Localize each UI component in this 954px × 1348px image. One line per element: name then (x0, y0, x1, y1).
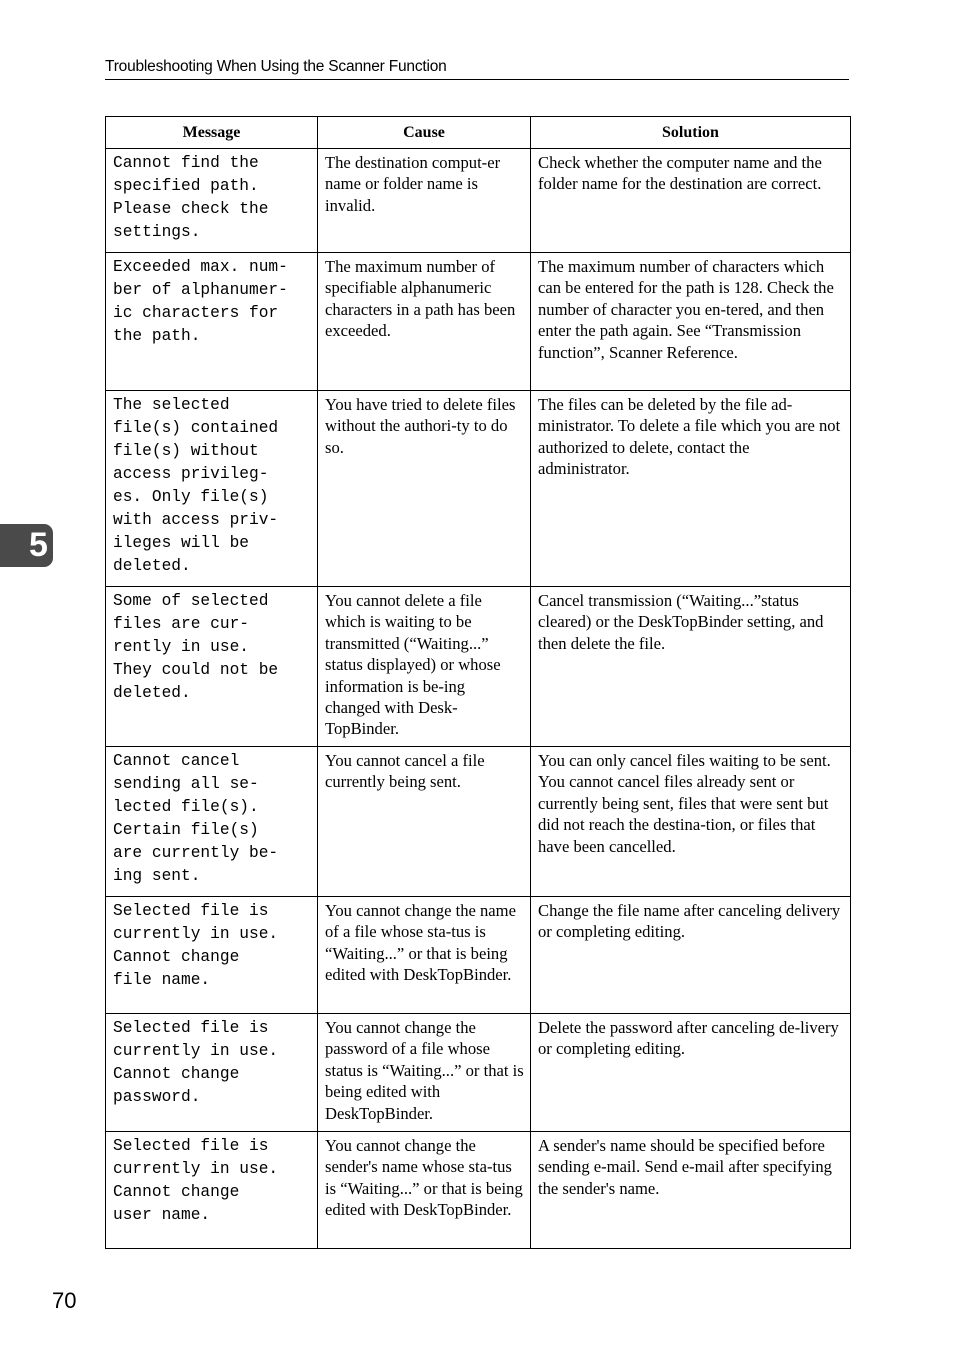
message-cell: Some of selected files are cur- rently in use. They could not be deleted. (106, 587, 318, 747)
cause-cell: You cannot cancel a file currently being sent. (318, 747, 531, 897)
column-header-message: Message (106, 117, 318, 149)
table-row (106, 747, 851, 897)
table-row (106, 253, 851, 391)
troubleshooting-table (105, 116, 851, 1249)
page-number: 70 (52, 1288, 77, 1313)
solution-cell: Delete the password after canceling de-livery or completing editing. (531, 1014, 851, 1132)
solution-cell: A sender's name should be specified before sending e-mail. Send e-mail after specifying the sender's name. (531, 1132, 851, 1249)
solution-cell: The files can be deleted by the file ad-ministrator. To delete a file which you are not authorized to delete, contact the administrator. (531, 391, 851, 587)
solution-cell: The maximum number of characters which can be entered for the path is 128. Check the number of character you en-tered, and then enter the path again. See “Transmission function”, Scanner Reference. (531, 253, 851, 391)
solution-cell: Check whether the computer name and the folder name for the destination are correct. (531, 149, 851, 253)
message-cell: Cannot cancel sending all se- lected file(s). Certain file(s) are currently be- ing sent. (106, 747, 318, 897)
cause-cell: You cannot change the name of a file whose sta-tus is “Waiting...” or that is being edited with DeskTopBinder. (318, 897, 531, 1014)
column-header-cause: Cause (318, 117, 531, 149)
cause-cell: You cannot change the sender's name whose sta-tus is “Waiting...” or that is being edited with DeskTopBinder. (318, 1132, 531, 1249)
table-row (106, 1132, 851, 1249)
message-cell: The selected file(s) contained file(s) without access privileg- es. Only file(s) with access priv- ileges will be deleted. (106, 391, 318, 587)
cause-cell: You have tried to delete files without the authori-ty to do so. (318, 391, 531, 587)
table-header-row (106, 117, 851, 149)
solution-cell: Change the file name after canceling delivery or completing editing. (531, 897, 851, 1014)
message-cell: Selected file is currently in use. Cannot change password. (106, 1014, 318, 1132)
cause-cell: The destination comput-er name or folder name is invalid. (318, 149, 531, 253)
table-row (106, 1014, 851, 1132)
message-cell: Exceeded max. num- ber of alphanumer- ic characters for the path. (106, 253, 318, 391)
column-header-solution: Solution (531, 117, 851, 149)
solution-cell: Cancel transmission (“Waiting...”status cleared) or the DeskTopBinder setting, and then delete the file. (531, 587, 851, 747)
table-row (106, 149, 851, 253)
message-cell: Selected file is currently in use. Cannot change file name. (106, 897, 318, 1014)
message-cell: Cannot find the specified path. Please check the settings. (106, 149, 318, 253)
running-header: Troubleshooting When Using the Scanner Function (105, 57, 849, 80)
chapter-tab: 5 (0, 524, 53, 567)
cause-cell: The maximum number of specifiable alphanumeric characters in a path has been exceeded. (318, 253, 531, 391)
cause-cell: You cannot delete a file which is waiting to be transmitted (“Waiting...” status displayed) or whose information is be-ing changed with Desk-TopBinder. (318, 587, 531, 747)
cause-cell: You cannot change the password of a file whose status is “Waiting...” or that is being edited with DeskTopBinder. (318, 1014, 531, 1132)
table-row (106, 391, 851, 587)
solution-cell: You can only cancel files waiting to be sent. You cannot cancel files already sent or currently being sent, files that were sent but did not reach the destina-tion, or files that have been cancelled. (531, 747, 851, 897)
table-row (106, 587, 851, 747)
message-cell: Selected file is currently in use. Cannot change user name. (106, 1132, 318, 1249)
table-row (106, 897, 851, 1014)
